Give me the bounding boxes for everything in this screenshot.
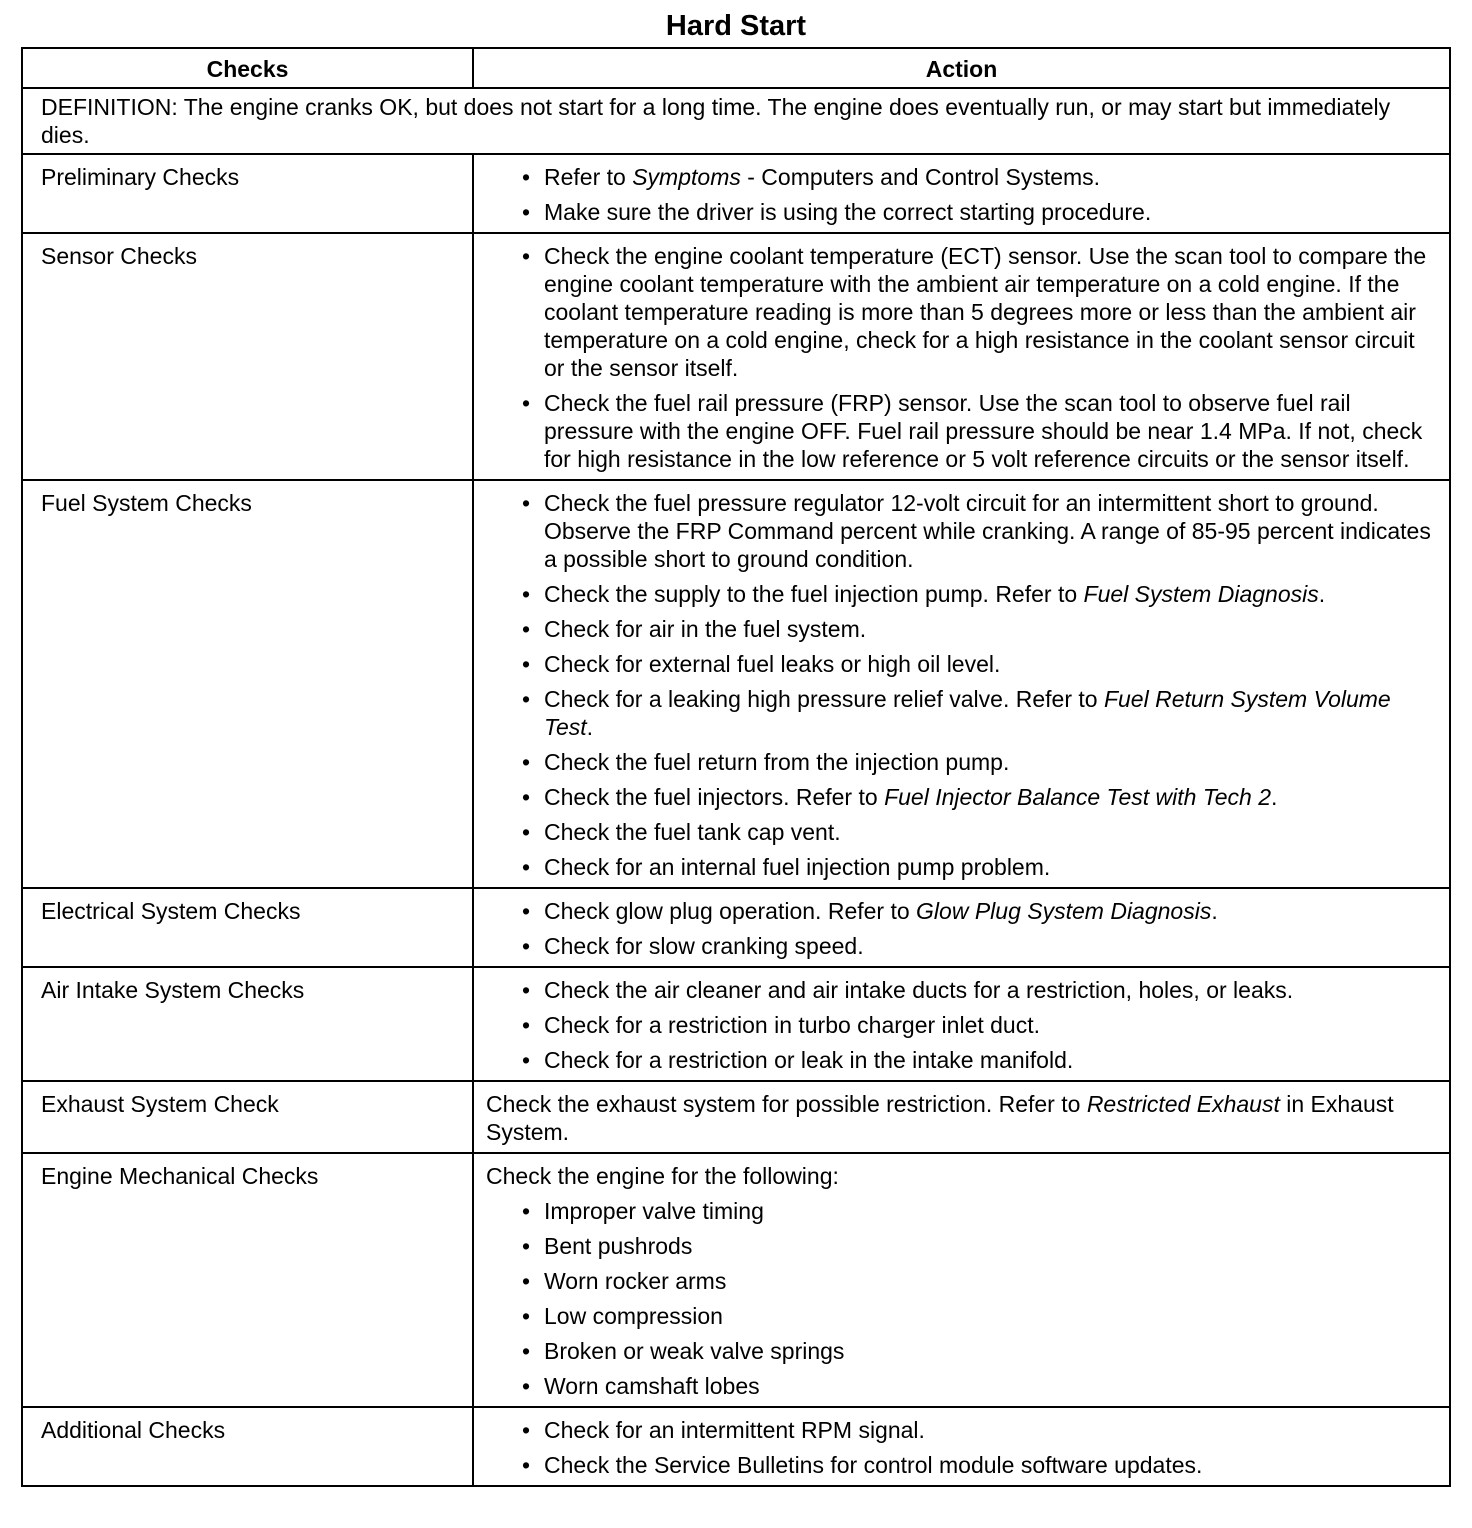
table-row: [22, 1153, 1450, 1407]
list-item: • Improper valve timing: [510, 1197, 1437, 1225]
list-item: • Check for external fuel leaks or high oil level.: [510, 650, 1437, 678]
list-item: • Check for a restriction in turbo charger inlet duct.: [510, 1011, 1437, 1039]
reference-fuel-system-diagnosis: Fuel System Diagnosis: [1083, 581, 1319, 607]
action-fuel: [473, 480, 1450, 888]
list-item: • Check the Service Bulletins for control module software updates.: [510, 1451, 1437, 1479]
reference-fuel-return-test: Fuel Return System Volume Test: [544, 686, 1391, 740]
hard-start-table: [21, 47, 1451, 1487]
mechanical-intro: Check the engine for the following:: [486, 1163, 839, 1189]
list-item: • Low compression: [510, 1302, 1437, 1330]
list-item: • Check for a leaking high pressure relief valve. Refer to Fuel Return System Volume Test.: [510, 685, 1437, 741]
definition-text: DEFINITION: The engine cranks OK, but does not start for a long time. The engine does eventually run, or may start but immediately dies.: [22, 88, 1450, 154]
table-row: [22, 888, 1450, 967]
action-exhaust: Check the exhaust system for possible restriction. Refer to Restricted Exhaust in Exhaust System.: [473, 1081, 1450, 1153]
check-name-fuel: Fuel System Checks: [22, 480, 473, 888]
list-item: • Check the fuel return from the injection pump.: [510, 748, 1437, 776]
list-item: • Check for an intermittent RPM signal.: [510, 1416, 1437, 1444]
list-item: • Refer to Symptoms - Computers and Control Systems.: [510, 163, 1437, 191]
list-item: • Check for a restriction or leak in the intake manifold.: [510, 1046, 1437, 1074]
table-row: [22, 967, 1450, 1081]
list-item: • Bent pushrods: [510, 1232, 1437, 1260]
page-title: Hard Start: [665, 10, 807, 42]
list-item: • Check the engine coolant temperature (ECT) sensor. Use the scan tool to compare the engine coolant temperature with the ambient air temperature on a cold engine. If the coolant temperature reading is more than 5 degrees more or less than the ambient air temperature on a cold engine, check for a high resistance in the coolant sensor circuit or the sensor itself.: [510, 242, 1437, 382]
list-item: • Worn rocker arms: [510, 1267, 1437, 1295]
table-row: [22, 480, 1450, 888]
list-item: • Check the fuel tank cap vent.: [510, 818, 1437, 846]
list-item: • Check for an internal fuel injection pump problem.: [510, 853, 1437, 881]
list-item: • Check the air cleaner and air intake ducts for a restriction, holes, or leaks.: [510, 976, 1437, 1004]
header-checks: Checks: [22, 48, 473, 88]
list-item: • Make sure the driver is using the correct starting procedure.: [510, 198, 1437, 226]
action-mechanical: [473, 1153, 1450, 1407]
action-air: [473, 967, 1450, 1081]
check-name-air: Air Intake System Checks: [22, 967, 473, 1081]
check-name-preliminary: Preliminary Checks: [22, 154, 473, 233]
action-sensor: [473, 233, 1450, 480]
list-item: • Check the fuel rail pressure (FRP) sensor. Use the scan tool to observe fuel rail pressure with the engine OFF. Fuel rail pressure should be near 1.4 MPa. If not, check for high resistance in the low reference or 5 volt reference circuits or the sensor itself.: [510, 389, 1437, 473]
list-item: • Check for air in the fuel system.: [510, 615, 1437, 643]
list-item: • Check glow plug operation. Refer to Glow Plug System Diagnosis.: [510, 897, 1437, 925]
table-row: [22, 1081, 1450, 1153]
check-name-sensor: Sensor Checks: [22, 233, 473, 480]
list-item: • Check the fuel injectors. Refer to Fuel Injector Balance Test with Tech 2.: [510, 783, 1437, 811]
definition-row: [22, 88, 1450, 154]
reference-injector-balance-test: Fuel Injector Balance Test with Tech 2: [884, 784, 1272, 810]
table-header-row: [22, 48, 1450, 88]
reference-restricted-exhaust: Restricted Exhaust: [1086, 1091, 1280, 1117]
check-name-exhaust: Exhaust System Check: [22, 1081, 473, 1153]
list-item: • Check the supply to the fuel injection pump. Refer to Fuel System Diagnosis.: [510, 580, 1437, 608]
check-name-additional: Additional Checks: [22, 1407, 473, 1486]
check-name-mechanical: Engine Mechanical Checks: [22, 1153, 473, 1407]
check-name-electrical: Electrical System Checks: [22, 888, 473, 967]
table-row: [22, 154, 1450, 233]
action-preliminary: [473, 154, 1450, 233]
list-item: • Broken or weak valve springs: [510, 1337, 1437, 1365]
action-additional: [473, 1407, 1450, 1486]
list-item: • Check for slow cranking speed.: [510, 932, 1437, 960]
list-item: • Worn camshaft lobes: [510, 1372, 1437, 1400]
reference-symptoms: Symptoms: [632, 164, 741, 190]
table-row: [22, 233, 1450, 480]
action-electrical: [473, 888, 1450, 967]
table-row: [22, 1407, 1450, 1486]
list-item: • Check the fuel pressure regulator 12-volt circuit for an intermittent short to ground. Observe the FRP Command percent while cranking. A range of 85-95 percent indicates a possible short to ground condition.: [510, 489, 1437, 573]
header-action: Action: [473, 48, 1450, 88]
reference-glow-plug-diagnosis: Glow Plug System Diagnosis: [916, 898, 1212, 924]
